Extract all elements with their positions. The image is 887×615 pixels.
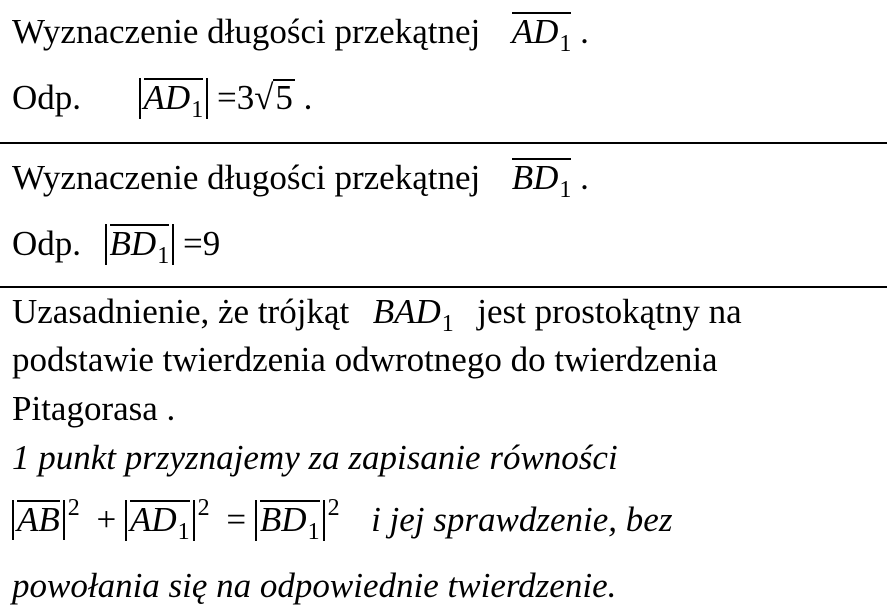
triangle-name: $BAD_1$ — [372, 292, 454, 337]
heading-text: Wyznaczenie długości przekątnej — [12, 12, 481, 51]
section-ad1 — [0, 0, 887, 142]
abs-ad1: $AD_1$ — [139, 78, 209, 119]
answer-ad1: Odp. $AD_1 =3√5$ . — [12, 78, 313, 123]
section-bd1 — [0, 144, 887, 286]
period: . — [580, 158, 589, 197]
heading-ad1 — [12, 12, 589, 57]
scoring-note: 1 punkt przyznajemy za zapisanie równości — [12, 438, 618, 477]
abs-bd1-eq: $BD_1$ — [255, 500, 325, 541]
abs-ad1-eq: $AD_1$ — [125, 500, 195, 541]
radicand: 5 — [275, 78, 293, 117]
abs-ab: AB — [12, 500, 65, 540]
scoring-note-end: powołania się na odpowiednie twierdzenie. — [12, 566, 617, 605]
justification-line-3: Pitagorasa . — [12, 389, 176, 428]
section-justification — [0, 288, 887, 615]
answer-prefix: Odp. — [12, 224, 82, 263]
period: . — [580, 12, 589, 51]
abs-bd1: $BD_1$ — [105, 224, 175, 265]
justification-line-2: podstawie twierdzenia odwrotnego do twierdzenia — [12, 340, 718, 379]
pythagorean-equation: AB $^2 + AD_1^2 = BD_1^2$ i jej sprawdzenie, bez — [12, 500, 672, 544]
sqrt-sign: √ — [254, 78, 274, 117]
heading-bd1 — [12, 158, 589, 203]
heading-text: Wyznaczenie długości przekątnej — [12, 158, 481, 197]
segment-bd1: $BD_1$ — [511, 158, 572, 203]
answer-bd1: Odp. $BD_1 =9$ — [12, 224, 221, 269]
segment-ad1: $AD_1$ — [511, 12, 572, 57]
justification-line-1: Uzasadnienie, że trójkąt $BAD_1$ jest prostokątny na — [12, 292, 742, 337]
answer-prefix: Odp. — [12, 78, 82, 117]
